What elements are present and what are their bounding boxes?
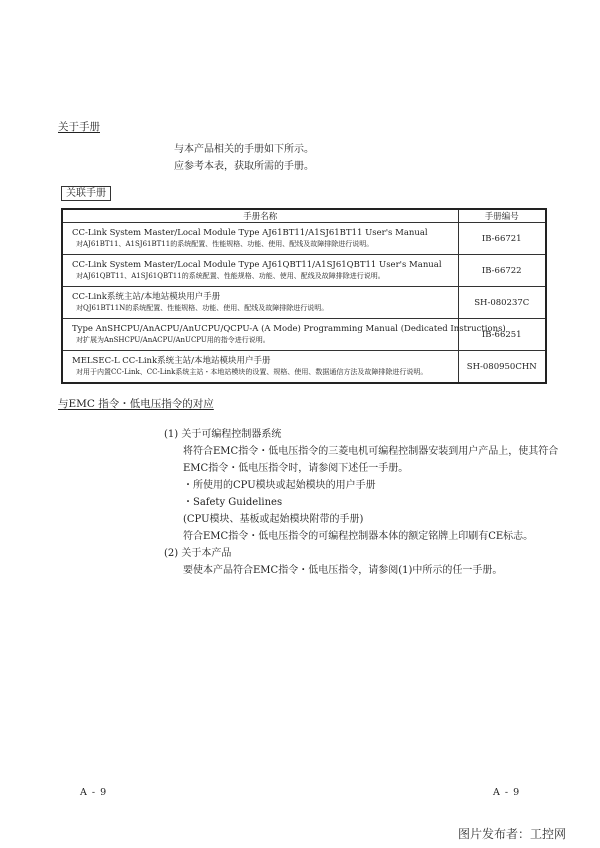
manual-title: Type AnSHCPU/AnACPU/AnUCPU/QCPU-A (A Mode) Programming Manual (Dedicated Instructions) (72, 324, 506, 334)
manual-title: CC-Link System Master/Local Module Type AJ61QBT11/A1SJ61QBT11 User's Manual (72, 260, 442, 270)
column-header-manual-name: 手册名称 (62, 209, 458, 223)
manual-number: IB-66721 (458, 223, 546, 255)
manual-name-cell (62, 223, 458, 255)
manual-description: 对扩展为AnSHCPU/AnACPU/AnUCPU用的指令进行说明。 (76, 336, 270, 344)
table-row (62, 223, 546, 255)
table-row (62, 351, 546, 384)
manual-title: CC-Link System Master/Local Module Type AJ61BT11/A1SJ61BT11 User's Manual (72, 228, 428, 238)
manual-description: 对QJ61BT11N的系统配置、性能规格、功能、使用、配线及故障排除进行说明。 (76, 304, 329, 312)
about-manuals-intro (174, 141, 314, 175)
page-number-left: A - 9 (80, 787, 108, 798)
intro-line: 与本产品相关的手册如下所示。 (174, 144, 314, 155)
manual-name-cell (62, 287, 458, 319)
manual-name-cell (62, 255, 458, 287)
section-1-line: ・所使用的CPU模块或起始模块的用户手册 (183, 480, 376, 491)
manual-number: IB-66722 (458, 255, 546, 287)
manual-description: 对AJ61QBT11、A1SJ61QBT11的系统配置、性能规格、功能、使用、配线及故障排除进行说明。 (76, 272, 385, 280)
manual-name-cell (62, 351, 458, 384)
about-manuals-heading: 关于手册 (58, 121, 100, 133)
section-1-line: (CPU模块、基板或起始模块附带的手册) (183, 514, 364, 525)
column-header-manual-number: 手册编号 (458, 209, 546, 223)
emc-heading: 与EMC 指令・低电压指令的对应 (58, 398, 214, 410)
section-2-body (183, 562, 502, 579)
manual-title: MELSEC-L CC-Link系统主站/本地站模块用户手册 (72, 356, 271, 366)
intro-line: 应参考本表，获取所需的手册。 (174, 161, 314, 172)
section-1-line: EMC指令・低电压指令时，请参阅下述任一手册。 (183, 463, 409, 474)
table-header-row (62, 209, 546, 223)
section-2-line: 要使本产品符合EMC指令・低电压指令，请参阅(1)中所示的任一手册。 (183, 565, 503, 576)
manual-title: CC-Link系统主站/本地站模块用户手册 (72, 292, 221, 302)
manual-description: 对AJ61BT11、A1SJ61BT11的系统配置、性能规格、功能、使用、配线及故障排除进行说明。 (76, 240, 374, 248)
table-row (62, 287, 546, 319)
table-row (62, 255, 546, 287)
table-row (62, 319, 546, 351)
manual-number: SH-080950CHN (458, 351, 546, 384)
section-1-line: ・Safety Guidelines (183, 497, 283, 508)
related-manuals-table (61, 208, 547, 384)
related-manuals-label: 关联手册 (61, 186, 111, 201)
page-number-right: A - 9 (493, 787, 521, 798)
manual-number: SH-080237C (458, 287, 546, 319)
section-1-line: 符合EMC指令・低电压指令的可编程控制器本体的额定铭牌上印刷有CE标志。 (183, 531, 534, 542)
section-1-line: 将符合EMC指令・低电压指令的三菱电机可编程控制器安装到用户产品上，使其符合 (183, 446, 559, 457)
section-1-title: (1) 关于可编程控制器系统 (164, 429, 282, 440)
watermark: 图片发布者：工控网 (458, 827, 567, 841)
manual-description: 对用于内置CC-Link、CC-Link系统主站・本地站模块的设置、规格、使用、数据通信方法及故障排除进行说明。 (76, 368, 428, 376)
manual-number: IB-66251 (458, 319, 546, 351)
section-2-title: (2) 关于本产品 (164, 548, 232, 559)
section-1-body (183, 443, 558, 545)
